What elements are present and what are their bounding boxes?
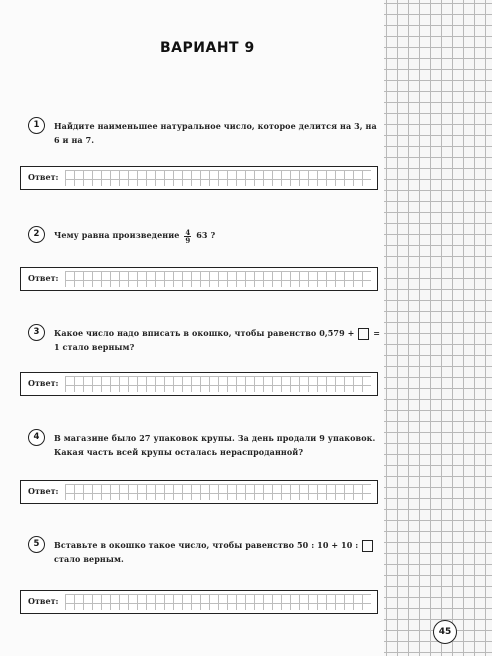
answer-box-5[interactable] [20, 590, 378, 614]
answer-grid[interactable] [65, 484, 371, 500]
answer-label: Ответ: [28, 273, 59, 283]
task-text [54, 326, 384, 354]
task-number: 1 [28, 117, 45, 134]
answer-grid[interactable] [65, 271, 371, 287]
task-text-before: Вставьте в окошко такое число, чтобы равенство 50 : 10 + 10 : [54, 540, 359, 550]
task-text: Найдите наименьшее натуральное число, которое делится на 3, на 6 и на 7. [54, 121, 377, 145]
answer-label: Ответ: [28, 596, 59, 606]
page-title: ВАРИАНТ 9 [160, 40, 255, 56]
fraction-numerator: 4 [185, 227, 191, 237]
task-number: 3 [28, 324, 45, 341]
blank-box-icon [358, 328, 369, 340]
task-text [54, 228, 384, 244]
answer-grid[interactable] [65, 376, 371, 392]
answer-grid[interactable] [65, 594, 371, 610]
task-text-after: = 1 стало верным? [54, 328, 381, 352]
fraction-denominator: 9 [185, 235, 191, 245]
task-text-after: 63 ? [196, 230, 216, 240]
answer-grid[interactable] [65, 170, 371, 186]
page-number: 45 [433, 620, 457, 644]
task-text-before: Чему равна произведение [54, 230, 180, 240]
answer-box-3[interactable] [20, 372, 378, 396]
task-text [54, 538, 384, 566]
task-number: 2 [28, 226, 45, 243]
answer-box-1[interactable] [20, 166, 378, 190]
task-text-after: стало верным. [54, 554, 124, 564]
grid-margin [384, 0, 492, 656]
answer-label: Ответ: [28, 172, 59, 182]
answer-box-2[interactable] [20, 267, 378, 291]
answer-label: Ответ: [28, 378, 59, 388]
task-text-before: Какое число надо вписать в окошко, чтобы равенство 0,579 + [54, 328, 355, 338]
blank-box-icon [362, 540, 373, 552]
answer-label: Ответ: [28, 486, 59, 496]
task-text: В магазине было 27 упаковок крупы. За день продали 9 упаковок. Какая часть всей крупы осталась нераспроданной? [54, 433, 376, 457]
task-number: 5 [28, 536, 45, 553]
answer-box-4[interactable] [20, 480, 378, 504]
fraction [184, 229, 191, 244]
task-number: 4 [28, 429, 45, 446]
